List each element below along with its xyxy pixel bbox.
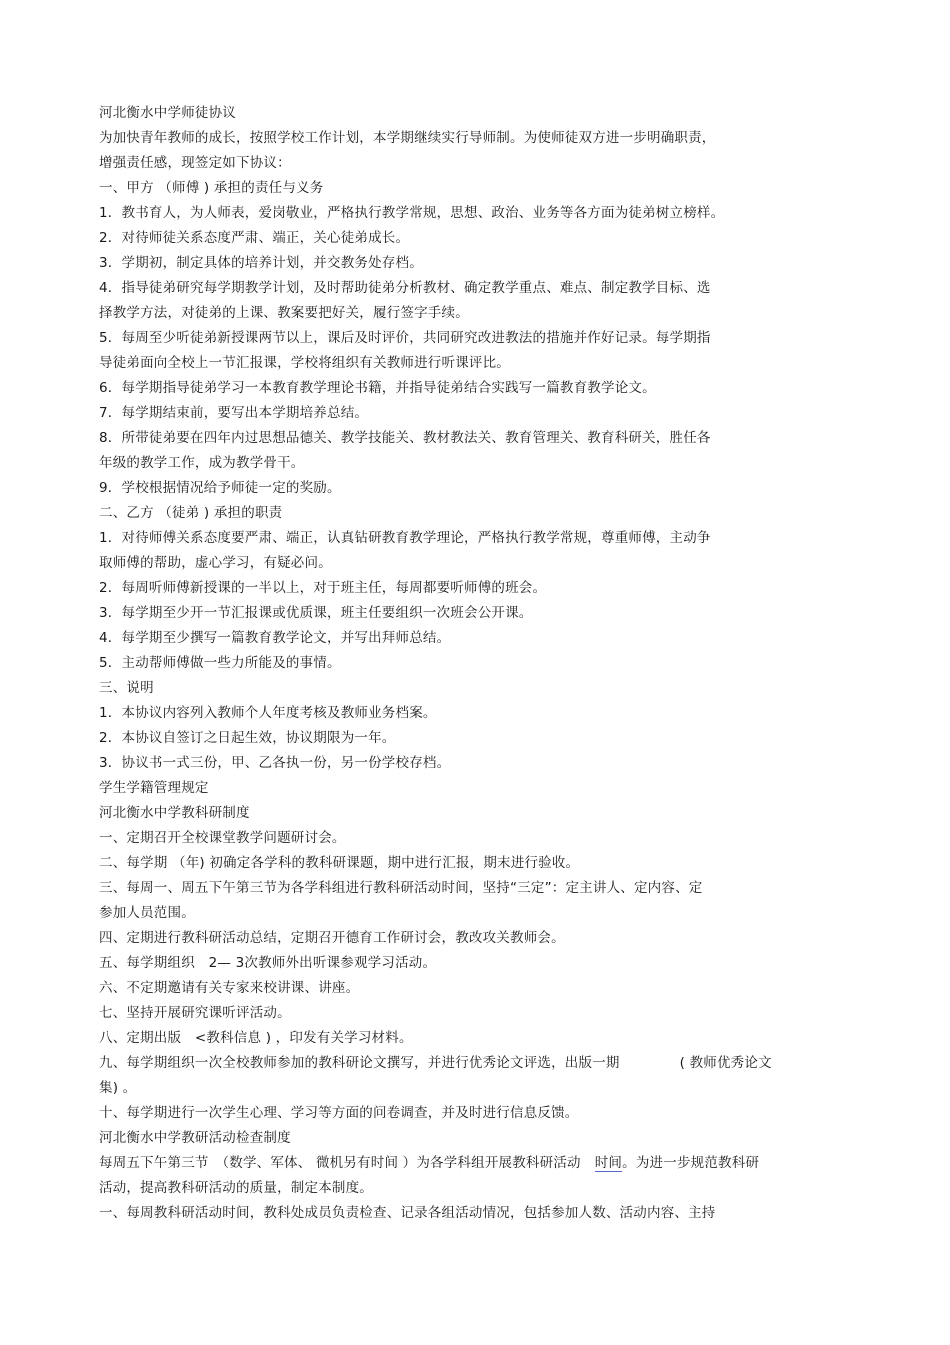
rule-item: 四、定期进行教科研活动总结，定期召开德育工作研讨会，教改攻关教师会。	[99, 930, 565, 946]
list-item: 3．协议书一式三份，甲、乙各执一份，另一份学校存档。	[99, 755, 451, 771]
rule-item: 五、每学期组织 2— 3次教师外出听课参观学习活动。	[99, 955, 437, 971]
list-item: 1．本协议内容列入教师个人年度考核及教师业务档案。	[99, 705, 437, 721]
doc-title: 河北衡水中学教研活动检查制度	[99, 1130, 291, 1146]
time-link[interactable]: 时间	[594, 1155, 623, 1171]
paragraph-line	[99, 1154, 879, 1172]
list-item: 1．教书育人，为人师表，爱岗敬业，严格执行教学常规，思想、政治、业务等各方面为徒弟树立榜样。	[99, 205, 725, 221]
rule-item	[99, 1054, 879, 1072]
list-item: 年级的教学工作，成为教学骨干。	[99, 455, 305, 471]
section-heading: 一、甲方 （师傅 ) 承担的责任与义务	[99, 180, 324, 196]
rule-item: 一、定期召开全校课堂教学问题研讨会。	[99, 830, 346, 846]
list-item: 7．每学期结束前，要写出本学期培养总结。	[99, 405, 369, 421]
list-item: 6．每学期指导徒弟学习一本教育教学理论书籍，并指导徒弟结合实践写一篇教育教学论文。	[99, 380, 656, 396]
doc-title: 河北衡水中学教科研制度	[99, 805, 250, 821]
paragraph-line: 活动，提高教科研活动的质量，制定本制度。	[99, 1180, 373, 1196]
list-item: 择教学方法，对徒弟的上课、教案要把好关，履行签字手续。	[99, 305, 469, 321]
rule-item: 二、每学期 （年) 初确定各学科的教科研课题，期中进行汇报，期末进行验收。	[99, 855, 580, 871]
list-item: 1．对待师傅关系态度要严肃、端正，认真钻研教育教学理论，严格执行教学常规，尊重师傅，主动争	[99, 530, 711, 546]
paragraph-text: 每周五下午第三节 （数学、军体、 微机另有时间 ）为各学科组开展教科研活动	[99, 1155, 581, 1171]
rule-item-text: 九、每学期组织一次全校教师参加的教科研论文撰写，并进行优秀论文评选，出版一期	[99, 1055, 620, 1071]
list-item: 3．每学期至少开一节汇报课或优质课，班主任要组织一次班会公开课。	[99, 605, 533, 621]
rule-item: 一、每周教科研活动时间，教科处成员负责检查、记录各组活动情况，包括参加人数、活动内容、主持	[99, 1205, 716, 1221]
rule-item-text: ( 教师优秀论文	[679, 1055, 772, 1071]
rule-item: 十、每学期进行一次学生心理、学习等方面的问卷调查，并及时进行信息反馈。	[99, 1105, 579, 1121]
intro-line: 为加快青年教师的成长，按照学校工作计划，本学期继续实行导师制。为使师徒双方进一步明确职责，	[99, 130, 716, 146]
list-item: 导徒弟面向全校上一节汇报课，学校将组织有关教师进行听课评比。	[99, 355, 510, 371]
list-item: 3．学期初，制定具体的培养计划，并交教务处存档。	[99, 255, 423, 271]
list-item: 4．指导徒弟研究每学期教学计划，及时帮助徒弟分析教材、确定教学重点、难点、制定教学目标、选	[99, 280, 711, 296]
section-heading: 三、说明	[99, 680, 154, 696]
list-item: 4．每学期至少撰写一篇教育教学论文，并写出拜师总结。	[99, 630, 451, 646]
list-item: 2．本协议自签订之日起生效，协议期限为一年。	[99, 730, 396, 746]
rule-item: 七、坚持开展研究课听评活动。	[99, 1005, 291, 1021]
paragraph-text: 。为进一步规范教科研	[622, 1155, 760, 1171]
list-item: 5．每周至少听徒弟新授课两节以上，课后及时评价，共同研究改进教法的措施并作好记录。每学期指	[99, 330, 711, 346]
rule-item: 参加人员范围。	[99, 905, 195, 921]
list-item: 2．每周听师傅新授课的一半以上，对于班主任，每周都要听师傅的班会。	[99, 580, 547, 596]
list-item: 8．所带徒弟要在四年内过思想品德关、教学技能关、教材教法关、教育管理关、教育科研关，胜任各	[99, 430, 711, 446]
list-item: 取师傅的帮助，虚心学习，有疑必问。	[99, 555, 332, 571]
doc-title: 河北衡水中学师徒协议	[99, 105, 236, 121]
list-item: 2．对待师徒关系态度严肃、端正，关心徒弟成长。	[99, 230, 410, 246]
intro-line: 增强责任感，现签定如下协议：	[99, 155, 291, 171]
doc-title: 学生学籍管理规定	[99, 780, 209, 796]
section-heading: 二、乙方 （徒弟 ) 承担的职责	[99, 505, 283, 521]
rule-item: 八、定期出版 <教科信息 ) ，印发有关学习材料。	[99, 1030, 413, 1046]
list-item: 9．学校根据情况给予师徒一定的奖励。	[99, 480, 341, 496]
rule-item: 六、不定期邀请有关专家来校讲课、讲座。	[99, 980, 360, 996]
rule-item: 集) 。	[99, 1080, 137, 1096]
list-item: 5．主动帮师傅做一些力所能及的事情。	[99, 655, 341, 671]
rule-item: 三、每周一、周五下午第三节为各学科组进行教科研活动时间，坚持“三定”：定主讲人、定内容、定	[99, 880, 703, 896]
